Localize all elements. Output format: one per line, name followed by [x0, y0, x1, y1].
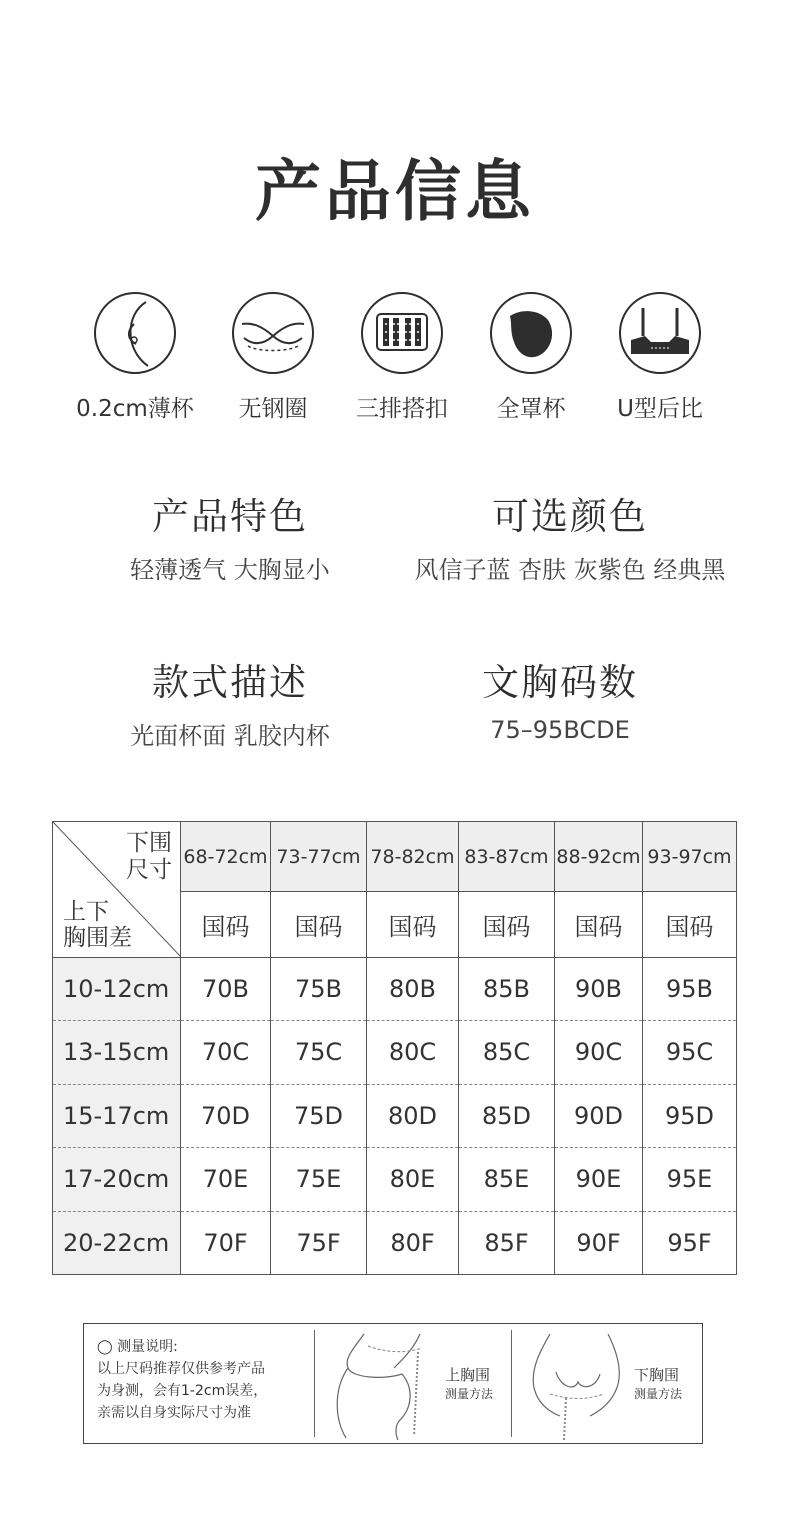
under-bust-header: 78-82cm: [367, 822, 459, 892]
size-cell: 75E: [271, 1148, 367, 1211]
measurement-note: [97, 1336, 267, 1424]
corner-top-label: 下围 尺寸: [126, 830, 172, 883]
info-heading: 可选颜色: [492, 495, 648, 538]
size-cell: 90E: [555, 1148, 643, 1211]
size-cell: 70E: [181, 1148, 271, 1211]
code-label: 国码: [459, 892, 555, 957]
size-cell: 85F: [459, 1211, 555, 1275]
size-cell: 70D: [181, 1084, 271, 1147]
full-cup-icon: [490, 292, 572, 374]
size-cell: 80D: [367, 1084, 459, 1147]
size-cell: 90B: [555, 957, 643, 1020]
info-heading: 产品特色: [152, 495, 308, 538]
size-table: [52, 821, 737, 1275]
info-heading: 款式描述: [152, 661, 308, 704]
divider: [511, 1330, 512, 1437]
feature-label: 全罩杯: [496, 396, 566, 422]
size-cell: 80E: [367, 1148, 459, 1211]
measurement-line: 亲需以自身实际尺寸为准: [97, 1405, 251, 1421]
size-cell: 70F: [181, 1211, 271, 1275]
measurement-heading: ◯ 测量说明:: [97, 1339, 178, 1355]
wireless-icon: [232, 292, 314, 374]
feature-label: 无钢圈: [238, 396, 308, 422]
info-colors: [385, 486, 755, 585]
bust-diff-cell: 15-17cm: [53, 1084, 181, 1147]
feature-u-back: [595, 292, 725, 423]
info-product-features: [100, 486, 360, 585]
under-bust-header: 83-87cm: [459, 822, 555, 892]
bust-diff-cell: 20-22cm: [53, 1211, 181, 1275]
info-style: [100, 652, 360, 751]
size-cell: 90D: [555, 1084, 643, 1147]
measurement-line: 为身测，会有1-2cm误差，: [97, 1383, 268, 1399]
bust-diff-cell: 17-20cm: [53, 1148, 181, 1211]
size-cell: 75F: [271, 1211, 367, 1275]
feature-label: U型后比: [617, 396, 703, 422]
measurement-guide: [83, 1323, 703, 1444]
size-cell: 80C: [367, 1021, 459, 1084]
size-cell: 85E: [459, 1148, 555, 1211]
code-label: 国码: [181, 892, 271, 957]
under-bust-header: 93-97cm: [643, 822, 737, 892]
code-label: 国码: [643, 892, 737, 957]
size-cell: 85B: [459, 957, 555, 1020]
table-row: [53, 957, 737, 1020]
page-title: 产品信息: [255, 153, 535, 230]
under-bust-figure: [520, 1328, 630, 1440]
size-cell: 85C: [459, 1021, 555, 1084]
divider: [314, 1330, 315, 1437]
code-label: 国码: [367, 892, 459, 957]
table-header-row: [53, 822, 737, 892]
under-bust-header: 88-92cm: [555, 822, 643, 892]
size-cell: 70C: [181, 1021, 271, 1084]
info-value: 光面杯面 乳胶内杯: [130, 722, 330, 750]
upper-bust-figure: [324, 1328, 444, 1440]
size-cell: 90F: [555, 1211, 643, 1275]
table-row: [53, 1021, 737, 1084]
size-cell: 95C: [643, 1021, 737, 1084]
size-cell: 80F: [367, 1211, 459, 1275]
info-value: 轻薄透气 大胸显小: [130, 556, 330, 584]
size-cell: 75D: [271, 1084, 367, 1147]
under-bust-header: 73-77cm: [271, 822, 367, 892]
size-cell: 75B: [271, 957, 367, 1020]
feature-label: 0.2cm薄杯: [76, 396, 194, 422]
measurement-line: 以上尺码推荐仅供参考产品: [97, 1361, 265, 1377]
feature-label: 三排搭扣: [356, 396, 448, 422]
thin-cup-icon: [94, 292, 176, 374]
size-cell: 95B: [643, 957, 737, 1020]
size-cell: 95E: [643, 1148, 737, 1211]
table-corner-cell: [53, 822, 181, 958]
size-cell: 90C: [555, 1021, 643, 1084]
info-sizes: [432, 652, 688, 744]
under-bust-header: 68-72cm: [181, 822, 271, 892]
table-row: [53, 1084, 737, 1147]
size-cell: 95D: [643, 1084, 737, 1147]
bust-diff-cell: 10-12cm: [53, 957, 181, 1020]
u-back-icon: [619, 292, 701, 374]
under-bust-caption: 下胸围 测量方法: [634, 1366, 683, 1401]
bust-diff-cell: 13-15cm: [53, 1021, 181, 1084]
feature-full-cup: [466, 292, 596, 423]
code-label: 国码: [555, 892, 643, 957]
upper-bust-caption: 上胸围 测量方法: [445, 1366, 494, 1401]
table-row: [53, 1211, 737, 1275]
feature-clasp: [337, 292, 467, 423]
three-hook-clasp-icon: [361, 292, 443, 374]
size-cell: 85D: [459, 1084, 555, 1147]
size-cell: 70B: [181, 957, 271, 1020]
code-label: 国码: [271, 892, 367, 957]
feature-thin-cup: [70, 292, 200, 423]
info-value: 风信子蓝 杏肤 灰紫色 经典黑: [414, 556, 726, 584]
info-heading: 文胸码数: [482, 661, 638, 704]
feature-wireless: [208, 292, 338, 423]
info-value: 75–95BCDE: [490, 716, 630, 744]
corner-bottom-label: 上下 胸围差: [63, 898, 132, 951]
size-cell: 95F: [643, 1211, 737, 1275]
size-cell: 75C: [271, 1021, 367, 1084]
size-cell: 80B: [367, 957, 459, 1020]
table-row: [53, 1148, 737, 1211]
